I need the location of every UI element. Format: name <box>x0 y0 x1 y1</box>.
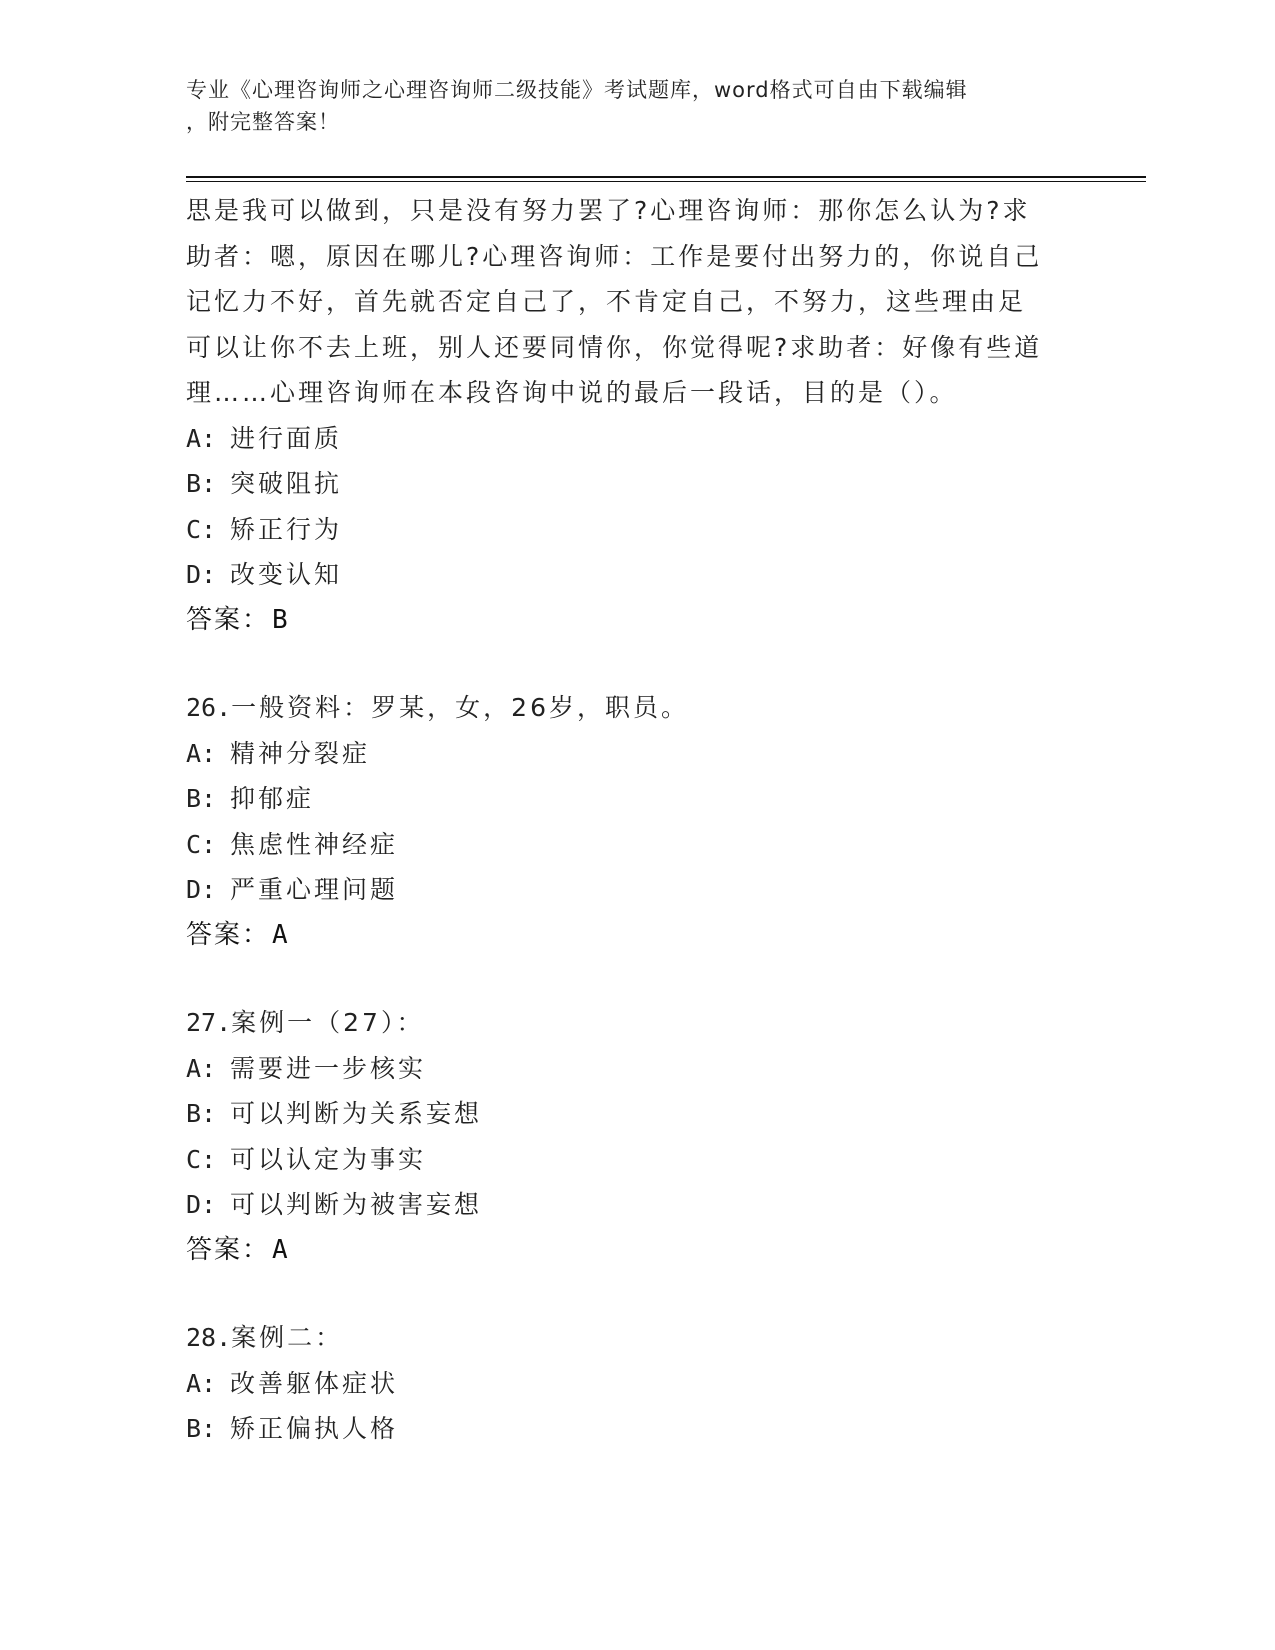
stem-line: 思是我可以做到，只是没有努力罢了?心理咨询师：那你怎么认为?求 <box>186 196 1031 225</box>
answer-line <box>186 913 1086 959</box>
option-a <box>186 1361 1086 1407</box>
option-c <box>186 507 1086 553</box>
question-text: 案例一（27）： <box>231 1008 425 1037</box>
option-d <box>186 1182 1086 1228</box>
document-header <box>186 74 1066 138</box>
option-a <box>186 416 1086 462</box>
question-25 <box>186 188 1086 643</box>
question-number: 27. <box>186 1008 232 1037</box>
question-number: 28. <box>186 1323 232 1352</box>
option-key: B: <box>186 1414 217 1443</box>
option-text: 矫正行为 <box>230 514 343 544</box>
option-text: 需要进一步核实 <box>230 1053 427 1083</box>
option-text: 可以认定为事实 <box>230 1144 427 1174</box>
question-27 <box>186 1000 1086 1273</box>
option-key: A: <box>186 738 217 768</box>
option-d <box>186 552 1086 598</box>
option-text: 进行面质 <box>230 423 343 453</box>
question-28 <box>186 1315 1086 1452</box>
answer-value: B <box>272 604 288 635</box>
option-a <box>186 731 1086 777</box>
option-key: D: <box>186 1190 217 1219</box>
header-rule-thick <box>186 176 1146 178</box>
answer-line <box>186 598 1086 644</box>
option-key: A: <box>186 423 217 453</box>
stem-line: 助者：嗯，原因在哪儿?心理咨询师：工作是要付出努力的，你说自己 <box>186 241 1043 271</box>
stem-line: 可以让你不去上班，别人还要同情你，你觉得呢?求助者：好像有些道 <box>186 332 1043 362</box>
header-line-1: 专业《心理咨询师之心理咨询师二级技能》考试题库，word格式可自由下载编辑 <box>186 78 968 102</box>
option-key: A: <box>186 1368 217 1398</box>
option-key: D: <box>186 875 217 904</box>
option-b <box>186 776 1086 822</box>
option-text: 精神分裂症 <box>230 738 371 768</box>
option-key: B: <box>186 784 217 813</box>
option-key: D: <box>186 560 217 589</box>
option-d <box>186 867 1086 913</box>
option-text: 突破阻抗 <box>230 469 343 498</box>
answer-label: 答案： <box>186 1234 271 1265</box>
option-b <box>186 461 1086 507</box>
option-key: C: <box>186 514 217 544</box>
option-key: A: <box>186 1053 217 1083</box>
answer-value: A <box>272 919 288 950</box>
option-key: C: <box>186 829 217 859</box>
option-a <box>186 1046 1086 1092</box>
option-text: 改变认知 <box>230 560 343 589</box>
option-text: 矫正偏执人格 <box>230 1414 399 1443</box>
stem-line: 理……心理咨询师在本段咨询中说的最后一段话，目的是（）。 <box>186 378 958 407</box>
option-text: 可以判断为被害妄想 <box>230 1190 483 1219</box>
question-list <box>186 188 1086 1452</box>
option-key: B: <box>186 469 217 498</box>
question-title <box>186 1315 1086 1361</box>
answer-label: 答案： <box>186 604 271 635</box>
stem-line: 记忆力不好，首先就否定自己了，不肯定自己，不努力，这些理由足 <box>186 287 1027 316</box>
option-c <box>186 1137 1086 1183</box>
header-line-2: ，附完整答案！ <box>186 110 340 134</box>
question-text: 一般资料：罗某，女，26岁，职员。 <box>231 693 689 722</box>
option-key: B: <box>186 1099 217 1128</box>
answer-line <box>186 1228 1086 1274</box>
option-text: 可以判断为关系妄想 <box>230 1099 483 1128</box>
option-text: 改善躯体症状 <box>230 1368 399 1398</box>
question-number: 26. <box>186 693 232 722</box>
answer-label: 答案： <box>186 919 271 950</box>
option-b <box>186 1406 1086 1452</box>
question-text: 案例二： <box>231 1323 344 1352</box>
header-rule-thin <box>186 181 1146 182</box>
answer-value: A <box>272 1234 288 1265</box>
option-text: 抑郁症 <box>230 784 315 813</box>
question-title <box>186 685 1086 731</box>
option-c <box>186 822 1086 868</box>
option-text: 严重心理问题 <box>230 875 399 904</box>
question-title <box>186 1000 1086 1046</box>
option-b <box>186 1091 1086 1137</box>
question-stem <box>186 188 1086 416</box>
option-text: 焦虑性神经症 <box>230 829 399 859</box>
question-26 <box>186 685 1086 958</box>
option-key: C: <box>186 1144 217 1174</box>
